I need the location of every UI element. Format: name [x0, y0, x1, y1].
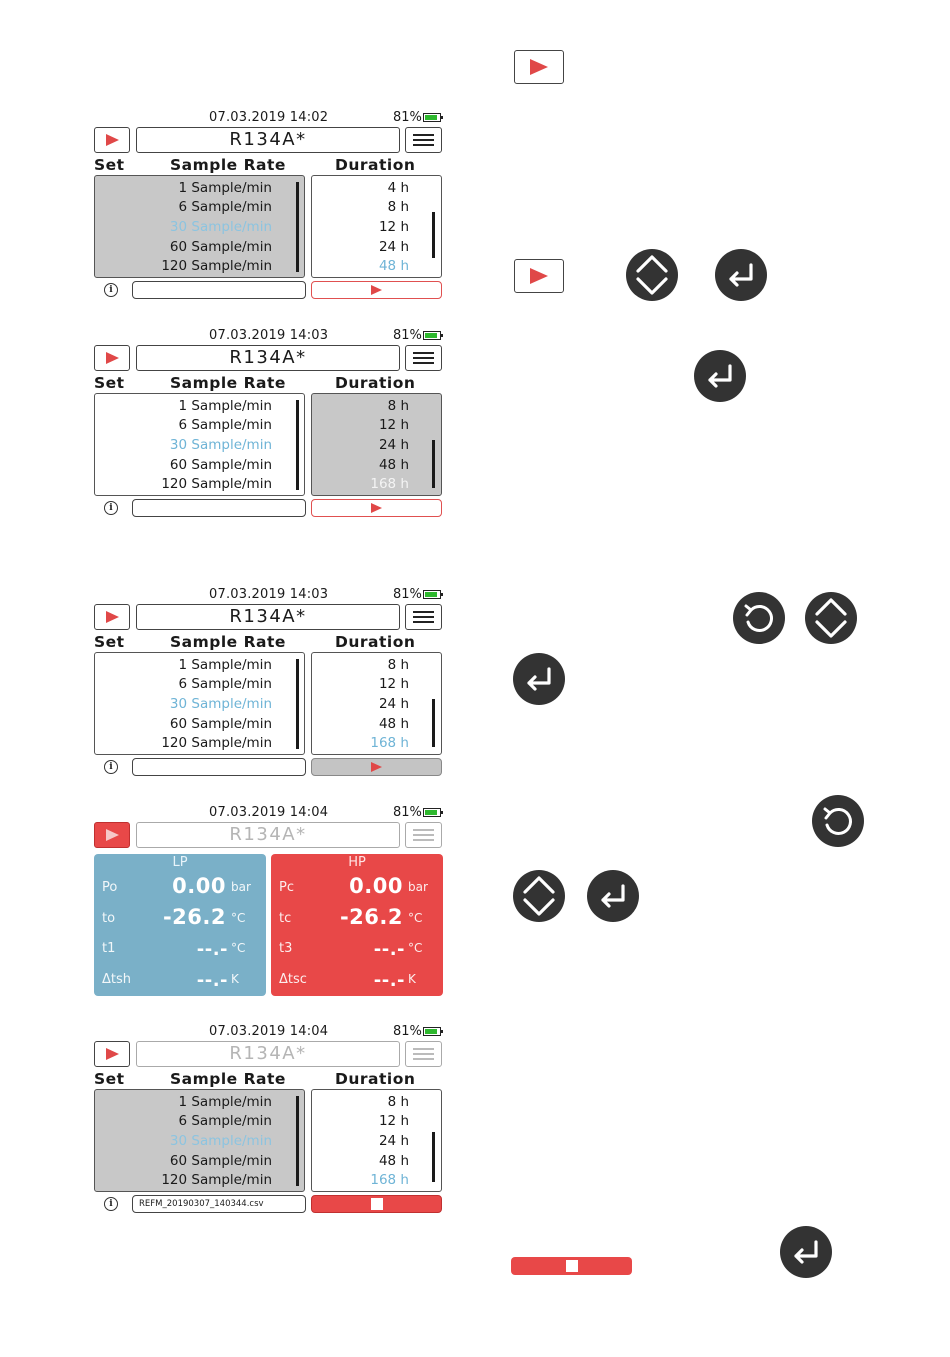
- list-item-selected[interactable]: 30 Sample/min: [169, 1133, 272, 1149]
- list-item[interactable]: 48 h: [378, 457, 409, 473]
- enter-icon: [513, 653, 565, 705]
- list-item[interactable]: 48 h: [378, 1153, 409, 1169]
- header-duration: Duration: [335, 633, 416, 651]
- list-item-selected[interactable]: 30 Sample/min: [169, 437, 272, 453]
- hamburger-icon: [413, 1048, 434, 1060]
- duration-list[interactable]: [311, 175, 442, 278]
- header-sample-rate: Sample Rate: [170, 633, 286, 651]
- menu-button[interactable]: [405, 1041, 442, 1067]
- datetime: 07.03.2019 14:03: [209, 587, 329, 602]
- list-item[interactable]: 12 h: [378, 1113, 409, 1129]
- rotate-icon: [812, 795, 864, 847]
- list-item[interactable]: 60 Sample/min: [169, 1153, 272, 1169]
- list-item[interactable]: 8 h: [387, 199, 409, 215]
- list-item[interactable]: 120 Sample/min: [161, 735, 272, 751]
- measure-label: Po: [102, 880, 118, 895]
- measure-unit: bar: [231, 880, 251, 894]
- scrollbar[interactable]: [296, 400, 299, 490]
- measure-unit: °C: [408, 941, 423, 955]
- menu-button[interactable]: [405, 345, 442, 371]
- play-icon: [106, 611, 119, 623]
- measure-value: 0.00: [172, 874, 226, 898]
- play-icon: [106, 352, 119, 364]
- navigation-pad-icon: [513, 870, 565, 922]
- status-bar: [93, 1024, 445, 1040]
- start-button[interactable]: [311, 499, 442, 517]
- measure-value: --.-: [196, 970, 228, 991]
- datetime: 07.03.2019 14:02: [209, 110, 329, 125]
- info-icon[interactable]: i: [104, 501, 118, 515]
- list-item-selected[interactable]: 168 h: [370, 1172, 409, 1188]
- measure-value: --.-: [196, 939, 228, 960]
- list-item[interactable]: 12 h: [378, 676, 409, 692]
- list-item[interactable]: 8 h: [387, 1094, 409, 1110]
- list-item[interactable]: 24 h: [378, 239, 409, 255]
- screen-2: [93, 328, 445, 521]
- list-item[interactable]: 8 h: [387, 398, 409, 414]
- measure-label: t3: [279, 941, 293, 956]
- list-item[interactable]: 24 h: [378, 1133, 409, 1149]
- info-icon[interactable]: i: [104, 1197, 118, 1211]
- list-item[interactable]: 120 Sample/min: [161, 476, 272, 492]
- battery-percent: 81%: [393, 328, 422, 343]
- measure-label: Pc: [279, 880, 294, 895]
- toolbar: [93, 127, 445, 155]
- measure-unit: °C: [231, 941, 246, 955]
- refrigerant-title[interactable]: R134A*: [136, 127, 400, 153]
- screen-1: [93, 110, 445, 303]
- list-item[interactable]: 6 Sample/min: [178, 1113, 272, 1129]
- column-headers: [93, 632, 445, 652]
- list-item[interactable]: 6 Sample/min: [178, 199, 272, 215]
- start-recording-button[interactable]: [94, 1041, 130, 1067]
- status-bar: [93, 328, 445, 344]
- header-sample-rate: Sample Rate: [170, 374, 286, 392]
- header-duration: Duration: [335, 156, 416, 174]
- sample-rate-list[interactable]: [94, 393, 305, 496]
- datetime: 07.03.2019 14:04: [209, 1024, 329, 1039]
- list-item[interactable]: 60 Sample/min: [169, 457, 272, 473]
- rotate-icon: [733, 592, 785, 644]
- play-icon: [106, 1048, 119, 1060]
- refrigerant-title[interactable]: R134A*: [136, 822, 400, 848]
- refrigerant-title[interactable]: R134A*: [136, 604, 400, 630]
- scrollbar[interactable]: [432, 699, 435, 747]
- column-headers: [93, 373, 445, 393]
- list-item[interactable]: 1 Sample/min: [178, 180, 272, 196]
- datetime: 07.03.2019 14:04: [209, 805, 329, 820]
- screen-4: [93, 805, 445, 996]
- list-item[interactable]: 6 Sample/min: [178, 417, 272, 433]
- list-item-selected[interactable]: 168 h: [370, 735, 409, 751]
- measure-value: -26.2: [339, 905, 403, 929]
- list-item-selected[interactable]: 30 Sample/min: [169, 219, 272, 235]
- stop-button[interactable]: [311, 1195, 442, 1213]
- measure-row: [271, 964, 443, 994]
- header-duration: Duration: [335, 374, 416, 392]
- filename-field: [132, 499, 306, 517]
- play-icon: [371, 285, 382, 295]
- duration-list[interactable]: [311, 393, 442, 496]
- sample-rate-list[interactable]: [94, 175, 305, 278]
- scrollbar[interactable]: [432, 1132, 435, 1182]
- start-button[interactable]: [311, 281, 442, 299]
- navigation-pad-icon: [805, 592, 857, 644]
- measure-unit: K: [231, 972, 239, 986]
- toolbar: [93, 822, 445, 850]
- header-set: Set: [94, 156, 125, 174]
- menu-button[interactable]: [405, 127, 442, 153]
- scrollbar[interactable]: [296, 659, 299, 749]
- list-item[interactable]: 24 h: [378, 437, 409, 453]
- sample-rate-list[interactable]: [94, 652, 305, 755]
- battery-icon: [423, 808, 441, 817]
- hamburger-icon: [413, 352, 434, 364]
- start-button-icon: [514, 259, 564, 293]
- scrollbar[interactable]: [296, 1096, 299, 1186]
- play-icon: [530, 268, 548, 284]
- start-button-focused[interactable]: [311, 758, 442, 776]
- stop-icon: [371, 1198, 383, 1210]
- duration-list[interactable]: [311, 652, 442, 755]
- measure-unit: K: [408, 972, 416, 986]
- list-item-selected[interactable]: 168 h: [370, 476, 409, 492]
- measure-value: -26.2: [162, 905, 226, 929]
- list-item[interactable]: 6 Sample/min: [178, 676, 272, 692]
- header-set: Set: [94, 374, 125, 392]
- list-item-selected[interactable]: 48 h: [378, 258, 409, 274]
- list-item[interactable]: 1 Sample/min: [178, 1094, 272, 1110]
- low-pressure-panel: [94, 854, 266, 996]
- status-bar: [93, 805, 445, 821]
- battery-icon: [423, 113, 441, 122]
- measure-row: [271, 872, 443, 902]
- measure-unit: °C: [231, 911, 246, 925]
- column-headers: [93, 1069, 445, 1089]
- enter-icon: [715, 249, 767, 301]
- scrollbar[interactable]: [296, 182, 299, 272]
- play-icon: [371, 503, 382, 513]
- enter-icon: [587, 870, 639, 922]
- play-icon: [371, 762, 382, 772]
- enter-icon: [780, 1226, 832, 1278]
- play-icon: [106, 829, 119, 841]
- info-icon[interactable]: i: [104, 760, 118, 774]
- list-item[interactable]: 8 h: [387, 657, 409, 673]
- battery-percent: 81%: [393, 1024, 422, 1039]
- column-headers: [93, 155, 445, 175]
- filename-field: [132, 758, 306, 776]
- start-recording-button[interactable]: [94, 345, 130, 371]
- scrollbar[interactable]: [432, 440, 435, 488]
- measure-row: [94, 872, 266, 902]
- battery-percent: 81%: [393, 805, 422, 820]
- battery-percent: 81%: [393, 110, 422, 125]
- screen-3: [93, 587, 445, 780]
- bottom-bar: [93, 1195, 445, 1217]
- measure-label: to: [102, 911, 116, 926]
- screen-5: [93, 1024, 445, 1217]
- list-item[interactable]: 60 Sample/min: [169, 239, 272, 255]
- battery-icon: [423, 1027, 441, 1036]
- header-set: Set: [94, 1070, 125, 1088]
- menu-button[interactable]: [405, 822, 442, 848]
- enter-icon: [694, 350, 746, 402]
- recording-active-button[interactable]: [94, 822, 130, 848]
- measure-row: [94, 964, 266, 994]
- start-recording-button[interactable]: [94, 127, 130, 153]
- header-duration: Duration: [335, 1070, 416, 1088]
- battery-percent: 81%: [393, 587, 422, 602]
- filename-field: [132, 281, 306, 299]
- list-item[interactable]: 4 h: [387, 180, 409, 196]
- measure-row: [94, 933, 266, 963]
- hamburger-icon: [413, 611, 434, 623]
- refrigerant-title[interactable]: R134A*: [136, 1041, 400, 1067]
- toolbar: [93, 345, 445, 373]
- list-item[interactable]: 1 Sample/min: [178, 398, 272, 414]
- toolbar: [93, 1041, 445, 1069]
- list-item[interactable]: 12 h: [378, 417, 409, 433]
- bottom-bar: [93, 281, 445, 303]
- hamburger-icon: [413, 829, 434, 841]
- list-item-selected[interactable]: 30 Sample/min: [169, 696, 272, 712]
- datetime: 07.03.2019 14:03: [209, 328, 329, 343]
- toolbar: [93, 604, 445, 632]
- panel-title: LP: [172, 855, 188, 870]
- measure-value: --.-: [373, 970, 405, 991]
- list-item[interactable]: 120 Sample/min: [161, 258, 272, 274]
- header-sample-rate: Sample Rate: [170, 156, 286, 174]
- list-item[interactable]: 120 Sample/min: [161, 1172, 272, 1188]
- measure-label: t1: [102, 941, 116, 956]
- bottom-bar: [93, 499, 445, 521]
- measure-unit: bar: [408, 880, 428, 894]
- info-icon[interactable]: i: [104, 283, 118, 297]
- high-pressure-panel: [271, 854, 443, 996]
- battery-icon: [423, 590, 441, 599]
- navigation-pad-icon: [626, 249, 678, 301]
- measure-label: tc: [279, 911, 292, 926]
- measure-row: [94, 903, 266, 933]
- measure-value: --.-: [373, 939, 405, 960]
- scrollbar[interactable]: [432, 212, 435, 258]
- hamburger-icon: [413, 134, 434, 146]
- measure-label: Δtsh: [102, 972, 132, 987]
- menu-button[interactable]: [405, 604, 442, 630]
- list-item[interactable]: 1 Sample/min: [178, 657, 272, 673]
- play-icon: [530, 59, 548, 75]
- list-item[interactable]: 48 h: [378, 716, 409, 732]
- filename-field: REFM_20190307_140344.csv: [132, 1195, 306, 1213]
- panel-title: HP: [348, 855, 366, 870]
- play-icon: [106, 134, 119, 146]
- stop-bar-icon: [511, 1257, 632, 1275]
- measure-label: Δtsc: [279, 972, 307, 987]
- header-sample-rate: Sample Rate: [170, 1070, 286, 1088]
- measure-row: [271, 933, 443, 963]
- measure-unit: °C: [408, 911, 423, 925]
- list-item[interactable]: 24 h: [378, 696, 409, 712]
- bottom-bar: [93, 758, 445, 780]
- sample-rate-list[interactable]: [94, 1089, 305, 1192]
- status-bar: [93, 110, 445, 126]
- header-set: Set: [94, 633, 125, 651]
- measure-value: 0.00: [349, 874, 403, 898]
- start-recording-button[interactable]: [94, 604, 130, 630]
- battery-icon: [423, 331, 441, 340]
- measure-row: [271, 903, 443, 933]
- list-item[interactable]: 12 h: [378, 219, 409, 235]
- start-button-icon: [514, 50, 564, 84]
- list-item[interactable]: 60 Sample/min: [169, 716, 272, 732]
- refrigerant-title[interactable]: R134A*: [136, 345, 400, 371]
- status-bar: [93, 587, 445, 603]
- stop-icon: [566, 1260, 578, 1272]
- duration-list[interactable]: [311, 1089, 442, 1192]
